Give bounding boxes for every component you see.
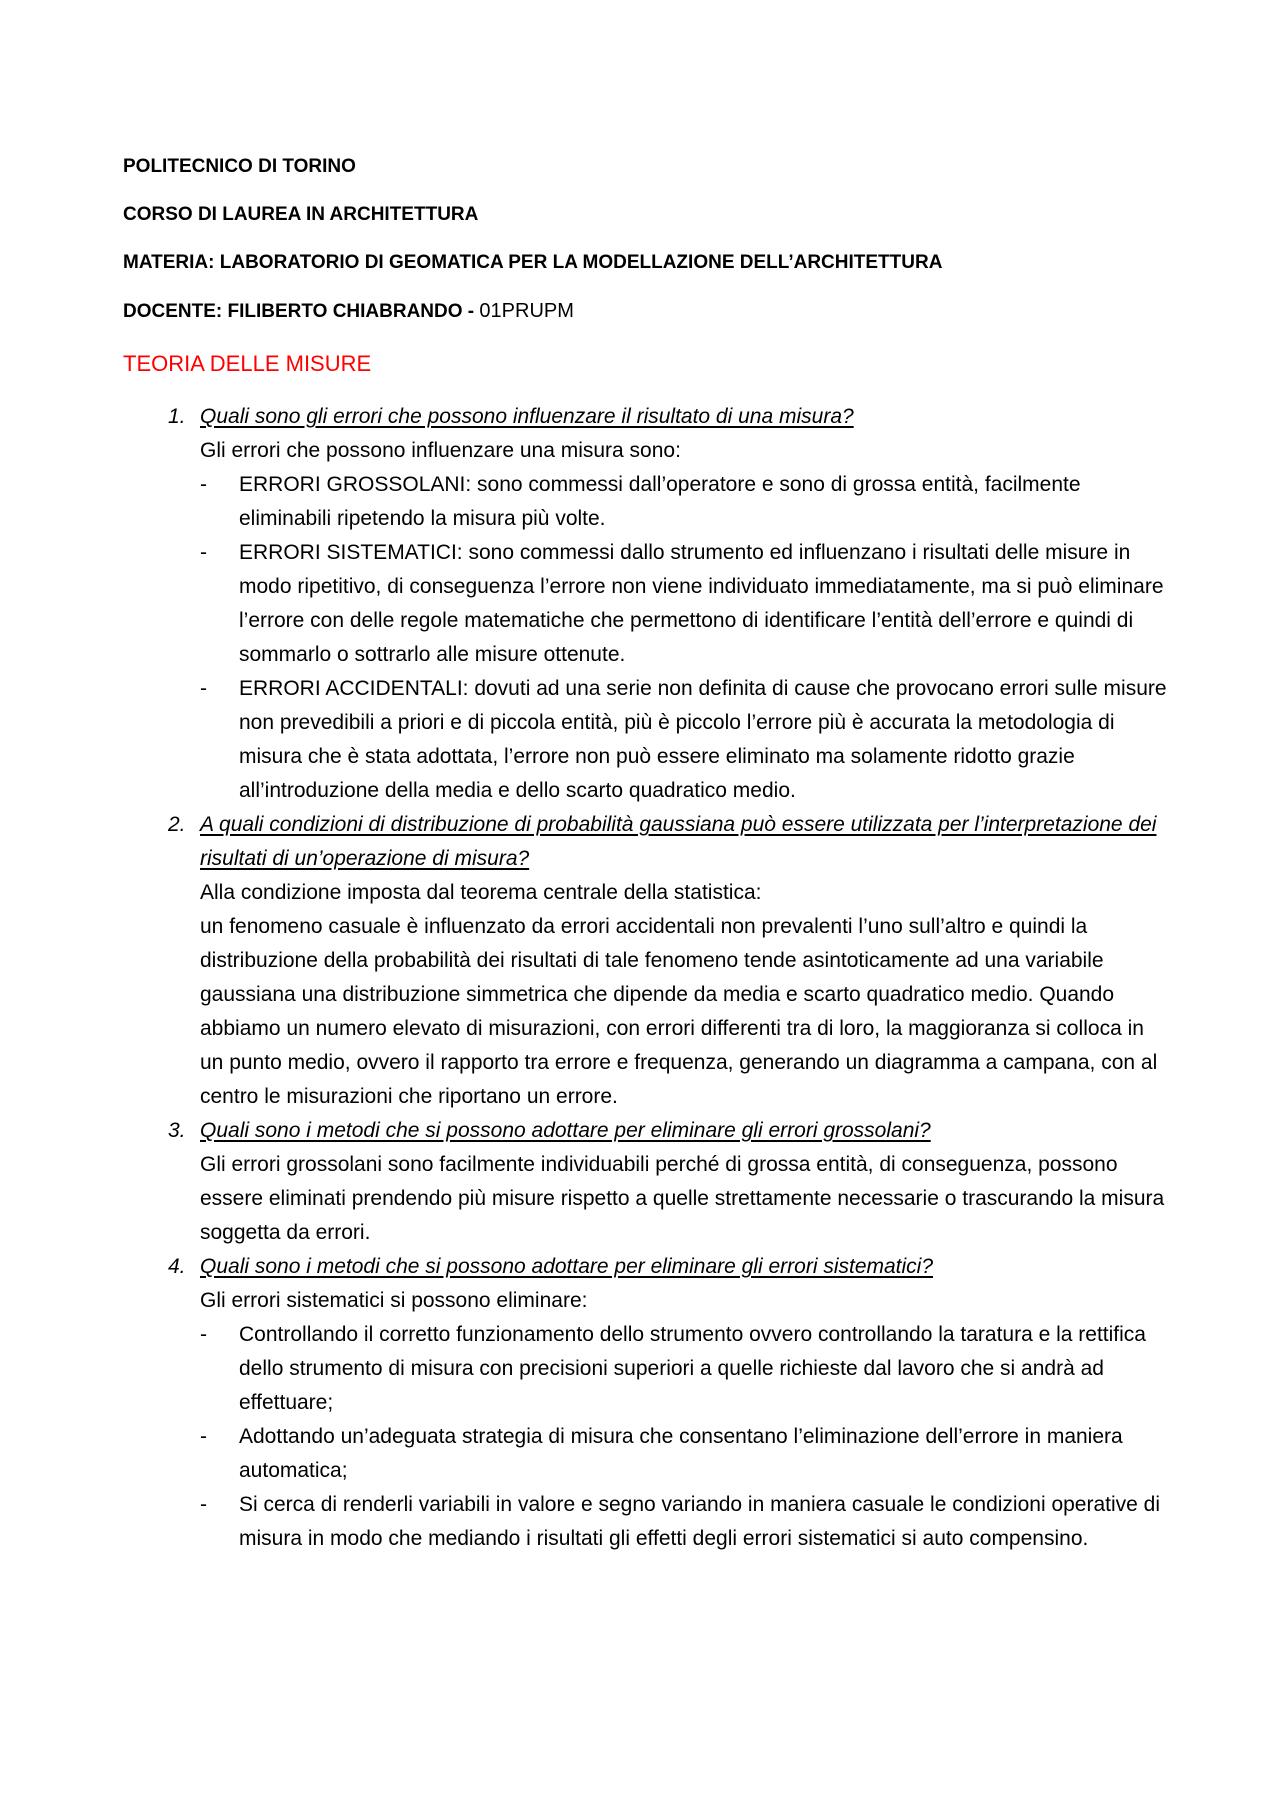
teacher-name: DOCENTE: FILIBERTO CHIABRANDO - xyxy=(123,301,480,322)
method-text: Adottando un’adeguata strategia di misura che consentano l’eliminazione dell’errore in maniera automatica; xyxy=(239,1425,1123,1482)
subject-line: MATERIA: LABORATORIO DI GEOMATICA PER LA MODELLAZIONE DELL’ARCHITETTURA xyxy=(123,252,943,273)
error-type: ERRORI GROSSOLANI xyxy=(239,473,466,496)
method-text: Controllando il corretto funzionamento dello strumento ovvero controllando la taratura e la rettifica dello strumento di misura con precisioni superiori a quelle richieste dal lavoro che si andrà ad effettuare; xyxy=(239,1323,1146,1414)
dash-bullet: - xyxy=(200,1323,207,1346)
list-item xyxy=(123,468,1168,536)
error-description: : sono commessi dall’operatore e sono di grossa entità, facilmente eliminabili ripetendo la misura più volte. xyxy=(239,473,1081,530)
question-text: Quali sono gli errori che possono influenzare il risultato di una misura? xyxy=(200,405,854,428)
section-title: TEORIA DELLE MISURE xyxy=(123,351,372,376)
dash-bullet: - xyxy=(200,473,207,496)
teacher-line xyxy=(123,299,574,324)
answer-paragraph: Gli errori grossolani sono facilmente individuabili perché di grossa entità, di conseguenza, possono essere eliminati prendendo più misure rispetto a quelle strettamente necessarie o trascurando la misura soggetta da errori. xyxy=(200,1153,1165,1244)
question-number: 4. xyxy=(168,1255,186,1278)
list-item xyxy=(123,1488,1168,1556)
course-code: 01PRUPM xyxy=(479,300,574,322)
answer-paragraph: Alla condizione imposta dal teorema centrale della statistica: xyxy=(200,881,762,904)
error-description: : sono commessi dallo strumento ed influenzano i risultati delle misure in modo ripetitivo, di conseguenza l’errore non viene individuato immediatamente, ma si può eliminare l’errore con delle regole matematiche che permettono di identificare l’entità dell’errore e quindi di sommarlo o sottrarlo alle misure ottenute. xyxy=(239,541,1164,666)
questions-list xyxy=(123,400,1168,1556)
institution-name: POLITECNICO DI TORINO xyxy=(123,156,356,177)
question-text: Quali sono i metodi che si possono adottare per eliminare gli errori sistematici? xyxy=(200,1255,934,1278)
question-text: Quali sono i metodi che si possono adottare per eliminare gli errori grossolani? xyxy=(200,1119,931,1142)
question-number: 1. xyxy=(168,405,186,428)
question-4 xyxy=(123,1250,1168,1556)
question-3 xyxy=(123,1114,1168,1250)
question-number: 3. xyxy=(168,1119,186,1142)
dash-bullet: - xyxy=(200,1493,207,1516)
dash-bullet: - xyxy=(200,541,207,564)
bullet-list xyxy=(123,468,1168,808)
answer-paragraph: un fenomeno casuale è influenzato da errori accidentali non prevalenti l’uno sull’altro e quindi la distribuzione della probabilità dei risultati di tale fenomeno tende asintoticamente ad una variabile gaussiana una distribuzione simmetrica che dipende da media e scarto quadratico medio. Quando abbiamo un numero elevato di misurazioni, con errori differenti tra di loro, la maggioranza si colloca in un punto medio, ovvero il rapporto tra errore e frequenza, generando un diagramma a campana, con al centro le misurazioni che riportano un errore. xyxy=(200,915,1158,1108)
method-text: Si cerca di renderli variabili in valore e segno variando in maniera casuale le condizioni operative di misura in modo che mediando i risultati gli effetti degli errori sistematici si auto compensino. xyxy=(239,1493,1161,1550)
list-item xyxy=(123,536,1168,672)
dash-bullet: - xyxy=(200,677,207,700)
list-item xyxy=(123,672,1168,808)
question-number: 2. xyxy=(168,813,186,836)
question-1 xyxy=(123,400,1168,808)
error-type: ERRORI SISTEMATICI xyxy=(239,541,457,564)
degree-course: CORSO DI LAUREA IN ARCHITETTURA xyxy=(123,204,479,225)
answer-intro: Gli errori che possono influenzare una misura sono: xyxy=(200,439,681,462)
answer-intro: Gli errori sistematici si possono eliminare: xyxy=(200,1289,588,1312)
question-2 xyxy=(123,808,1168,1114)
error-description: : dovuti ad una serie non definita di cause che provocano errori sulle misure non prevedibili a priori e di piccola entità, più è piccolo l’errore più è accurata la metodologia di misura che è stata adottata, l’errore non può essere eliminato ma solamente ridotto grazie all’introduzione della media e dello scarto quadratico medio. xyxy=(239,677,1167,802)
list-item xyxy=(123,1318,1168,1420)
question-text: A quali condizioni di distribuzione di probabilità gaussiana può essere utilizzata per l’interpretazione dei risultati di un’operazione di misura? xyxy=(200,813,1157,870)
error-type: ERRORI ACCIDENTALI xyxy=(239,677,463,700)
bullet-list xyxy=(123,1318,1168,1556)
list-item xyxy=(123,1420,1168,1488)
dash-bullet: - xyxy=(200,1425,207,1448)
